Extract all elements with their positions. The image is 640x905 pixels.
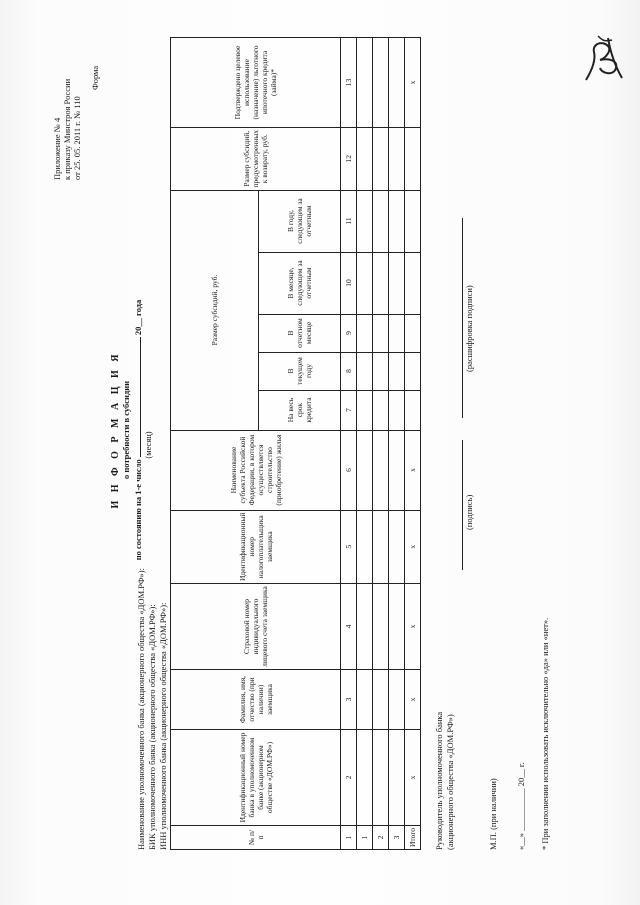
document-title bbox=[110, 280, 154, 580]
total-cell bbox=[405, 390, 421, 430]
header-refund: Размер субсидий, предусмотренных к возврату, руб. bbox=[171, 127, 341, 190]
header-subsidy-group: Размер субсидий, руб. bbox=[171, 190, 259, 430]
header-inn: Идентификационный номер налогоплательщика заемщика bbox=[171, 510, 341, 583]
appendix-note bbox=[52, 79, 82, 180]
bank-name-line: Наименование уполномоченного банка (акционерного общества «ДОМ.РФ»): bbox=[136, 568, 146, 850]
stamp-place: М.П. (при наличии) bbox=[488, 778, 498, 850]
col-number: 13 bbox=[341, 37, 357, 127]
bik-line: БИК уполномоченного банка (акционерного общества «ДОМ.РФ»): bbox=[147, 604, 157, 850]
header-confirm: Подтверждено целевое использование (назначение) льготного ипотечного кредита (займа)* bbox=[171, 37, 341, 127]
total-cell bbox=[405, 352, 421, 390]
bank-info bbox=[136, 568, 169, 850]
total-cell bbox=[405, 190, 421, 252]
col-number: 1 bbox=[341, 826, 357, 850]
head-of-bank bbox=[434, 712, 456, 850]
header-full-term: На весь срок кредита bbox=[259, 390, 341, 430]
title-main: И Н Ф О Р М А Ц И Я bbox=[110, 351, 121, 509]
col-number: 7 bbox=[341, 390, 357, 430]
col-number: 8 bbox=[341, 352, 357, 390]
total-label: Итого bbox=[405, 826, 421, 850]
decode-signature-line bbox=[462, 218, 463, 418]
inn-line: ИНН уполномоченного банка (акционерного общества «ДОМ.РФ»): bbox=[158, 602, 168, 850]
header-no: № п/п bbox=[171, 826, 341, 850]
table-column-numbers bbox=[341, 37, 357, 849]
total-cell: x bbox=[405, 730, 421, 826]
footnote: * При заполнении использовать исключительно «да» или «нет». bbox=[540, 617, 550, 850]
head-line-2: (акционерного общества «ДОМ.РФ») bbox=[445, 714, 455, 850]
col-number: 11 bbox=[341, 190, 357, 252]
table-row bbox=[389, 37, 405, 849]
form-label: Форма bbox=[90, 65, 100, 90]
total-cell bbox=[405, 252, 421, 314]
decode-caption: (расшифровка подписи) bbox=[464, 285, 474, 372]
total-cell: x bbox=[405, 37, 421, 127]
appendix-date: от 25. 05. 2011 г. № 110 bbox=[72, 96, 82, 180]
col-number: 3 bbox=[341, 670, 357, 730]
header-next-month: В месяце, следующем за отчетным bbox=[259, 252, 341, 314]
table-total-row bbox=[405, 37, 421, 849]
row-number: 2 bbox=[373, 826, 389, 850]
header-fio: Фамилия, имя, отчество (при наличии) заемщика bbox=[171, 670, 341, 730]
table-row bbox=[357, 37, 373, 849]
header-next-year: В году, следующем за отчетным bbox=[259, 190, 341, 252]
signature-line bbox=[462, 440, 463, 570]
header-region: Наименование субъекта Российской Федерации, в котором осуществляется строительство (приобретение) жилья bbox=[171, 430, 341, 510]
header-bank-id: Идентификационный номер банка в уполномоченном банке (акционерном обществе «ДОМ.РФ») bbox=[171, 730, 341, 826]
col-number: 10 bbox=[341, 252, 357, 314]
col-number: 2 bbox=[341, 730, 357, 826]
total-cell: x bbox=[405, 430, 421, 510]
total-cell bbox=[405, 314, 421, 352]
header-report-month: В отчетном месяце bbox=[259, 314, 341, 352]
col-number: 5 bbox=[341, 510, 357, 583]
month-caption: (месяц) bbox=[143, 431, 153, 459]
appendix-order: к приказу Минстроя России bbox=[62, 78, 72, 180]
subsidy-table bbox=[170, 37, 421, 850]
total-cell: x bbox=[405, 670, 421, 730]
col-number: 4 bbox=[341, 584, 357, 670]
total-cell: x bbox=[405, 510, 421, 583]
signature-caption: (подпись) bbox=[464, 494, 474, 530]
table-header-row-1 bbox=[171, 37, 259, 849]
appendix-number: Приложение № 4 bbox=[52, 117, 62, 180]
title-subtitle: о потребности в субсидии bbox=[121, 380, 131, 480]
col-number: 9 bbox=[341, 314, 357, 352]
title-date-line: по состоянию на 1-е число 20__ года bbox=[133, 299, 143, 561]
row-number: 3 bbox=[389, 826, 405, 850]
total-cell bbox=[405, 127, 421, 190]
col-number: 6 bbox=[341, 430, 357, 510]
table-row bbox=[373, 37, 389, 849]
header-snils: Страховой номер индивидуального лицевого счета заемщика bbox=[171, 584, 341, 670]
row-number: 1 bbox=[357, 826, 373, 850]
date-line: «__» __________ 20__ г. bbox=[516, 762, 526, 850]
total-cell: x bbox=[405, 584, 421, 670]
head-line-1: Руководитель уполномоченного банка bbox=[434, 711, 444, 850]
rotated-document bbox=[40, 0, 600, 880]
header-current-year: В текущем году bbox=[259, 352, 341, 390]
col-number: 12 bbox=[341, 127, 357, 190]
